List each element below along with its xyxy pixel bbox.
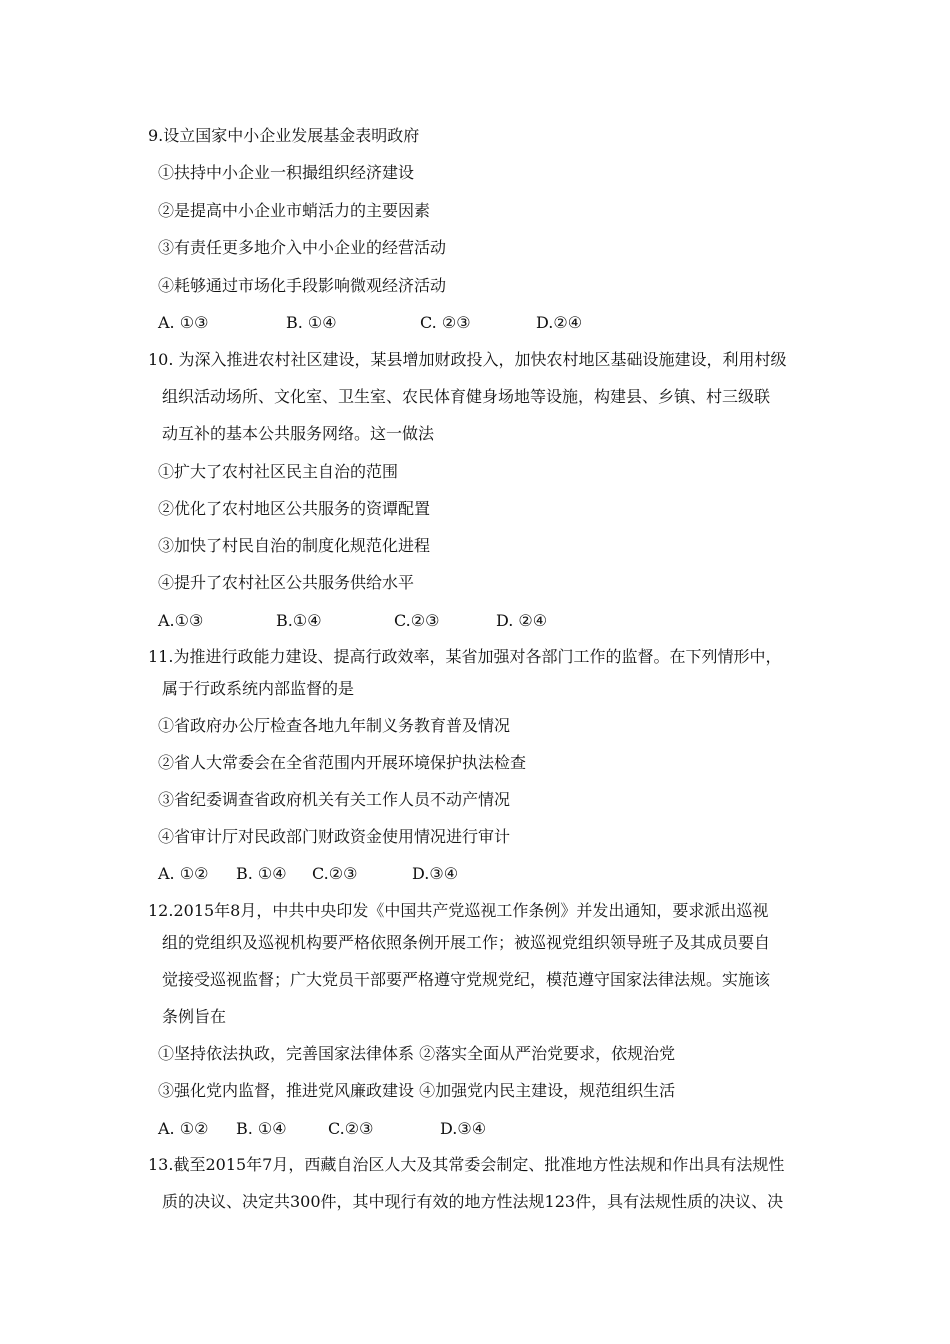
choice-a: A.①③ bbox=[158, 611, 204, 630]
question-11-option-1: ①省政府办公厅检查各地九年制义务教育普及情况 bbox=[158, 716, 511, 735]
question-12-option-line-1: ①坚持依法执政，完善国家法律体系 ②落实全面从严治党要求，依规治党 bbox=[158, 1044, 676, 1063]
question-13-stem-line-2: 质的决议、决定共300件，其中现行有效的地方性法规123件，具有法规性质的决议、决 bbox=[162, 1192, 784, 1211]
question-text: 2015年8月，中共中央印发《中国共产党巡视工作条例》并发出通知，要求派出巡视 bbox=[173, 901, 769, 920]
choice-c: C. ②③ bbox=[420, 313, 471, 332]
question-10-option-3: ③加快了村民自治的制度化规范化进程 bbox=[158, 536, 431, 555]
question-12-stem-line-3: 觉接受巡视监督；广大党员干部要严格遵守党规党纪，模范遵守国家法律法规。实施该 bbox=[162, 970, 771, 989]
question-12-stem-line-4: 条例旨在 bbox=[162, 1007, 227, 1026]
choice-d: D.②④ bbox=[536, 313, 583, 332]
question-9-option-2: ②是提高中小企业市蛸活力的主要因素 bbox=[158, 201, 431, 220]
question-11-stem-line-2: 属于行政系统内部监督的是 bbox=[162, 679, 355, 698]
question-10-option-2: ②优化了农村地区公共服务的资谭配置 bbox=[158, 499, 431, 518]
question-11-option-2: ②省人大常委会在全省范围内开展环境保护执法检查 bbox=[158, 753, 527, 772]
question-number: 11. bbox=[148, 647, 174, 666]
question-9-stem bbox=[148, 126, 419, 146]
question-11-option-4: ④省审计厅对民政部门财政资金使用情况进行审计 bbox=[158, 827, 511, 846]
question-number: 13. bbox=[148, 1155, 174, 1174]
choice-c: C.②③ bbox=[312, 864, 358, 883]
choice-d: D. ②④ bbox=[496, 611, 548, 630]
choice-a: A. ①③ bbox=[158, 313, 209, 332]
choice-a: A. ①② bbox=[158, 1119, 209, 1138]
question-text: 设立国家中小企业发展基金表明政府 bbox=[163, 126, 420, 145]
choice-b: B. ①④ bbox=[236, 1119, 287, 1138]
question-10-stem bbox=[148, 350, 787, 370]
choice-b: B. ①④ bbox=[236, 864, 287, 883]
question-11-stem bbox=[148, 647, 781, 667]
choice-d: D.③④ bbox=[440, 1119, 487, 1138]
question-number: 9. bbox=[148, 126, 164, 145]
question-11-option-3: ③省纪委调查省政府机关有关工作人员不动产情况 bbox=[158, 790, 511, 809]
question-12-stem bbox=[148, 901, 768, 921]
choice-b: B. ①④ bbox=[286, 313, 337, 332]
question-10-stem-line-3: 动互补的基本公共服务网络。这一做法 bbox=[162, 424, 435, 443]
question-text: 为深入推进农村社区建设，某县增加财政投入，加快农村地区基础设施建设，利用村级 bbox=[173, 350, 787, 369]
question-10-option-1: ①扩大了农村社区民主自治的范围 bbox=[158, 462, 399, 481]
question-12-option-line-2: ③强化党内监督，推进党风廉政建设 ④加强党内民主建设，规范组织生活 bbox=[158, 1081, 676, 1100]
choice-a: A. ①② bbox=[158, 864, 209, 883]
question-12-stem-line-2: 组的党组织及巡视机构要严格依照条例开展工作；被巡视党组织领导班子及其成员要自 bbox=[162, 933, 771, 952]
question-text: 为推进行政能力建设、提高行政效率，某省加强对各部门工作的监督。在下列情形中， bbox=[173, 647, 782, 666]
choice-c: C.②③ bbox=[328, 1119, 374, 1138]
choice-d: D.③④ bbox=[412, 864, 459, 883]
question-9-option-4: ④耗够通过市场化手段影响微观经济活动 bbox=[158, 276, 447, 295]
choice-c: C.②③ bbox=[394, 611, 440, 630]
question-9-option-1: ①扶持中小企业一积撮组织经济建设 bbox=[158, 163, 415, 182]
question-10-option-4: ④提升了农村社区公共服务供给水平 bbox=[158, 573, 415, 592]
question-number: 12. bbox=[148, 901, 174, 920]
question-10-stem-line-2: 组织活动场所、文化室、卫生室、农民体育健身场地等设施，构建县、乡镇、村三级联 bbox=[162, 387, 771, 406]
question-9-option-3: ③有责任更多地介入中小企业的经营活动 bbox=[158, 238, 447, 257]
question-13-stem bbox=[148, 1155, 784, 1175]
question-text: 截至2015年7月，西藏自治区人大及其常委会制定、批准地方性法规和作出具有法规性 bbox=[173, 1155, 785, 1174]
choice-b: B.①④ bbox=[276, 611, 322, 630]
question-number: 10. bbox=[148, 350, 174, 369]
